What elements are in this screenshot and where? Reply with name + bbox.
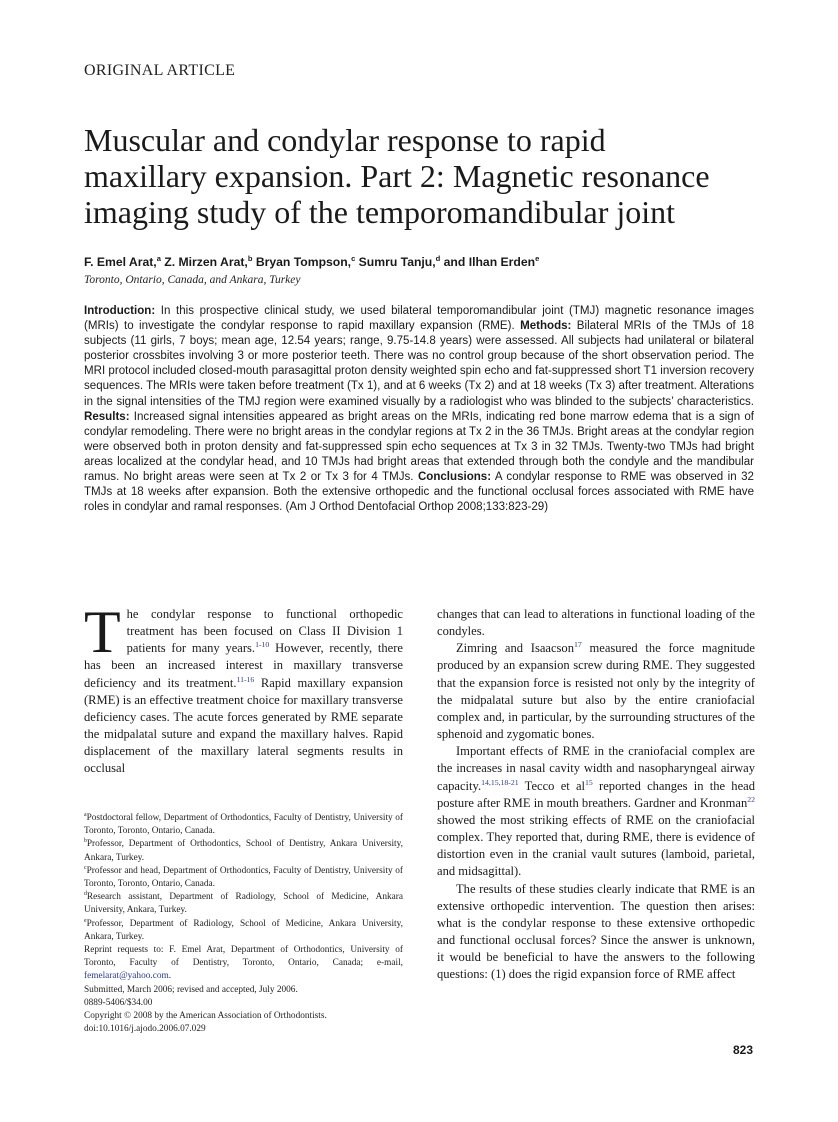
paragraph-text: However, recently, there has been an increased interest in maxillary transverse deficiency and its treatment. bbox=[84, 641, 403, 690]
paragraph-text: measured the force magnitude produced by an expansion screw during RME. They suggested that the expansion force is resisted not only by the integrity of the midpalatal suture but also by the entire craniofacial complex and, in particular, by the surrounding structures of the sphenoid and zygomatic bones. bbox=[437, 641, 755, 742]
body-column-right bbox=[437, 606, 755, 983]
body-paragraph: The results of these studies clearly indicate that RME is an extensive orthopedic intervention. The question then arises: what is the condylar response to these extensive orthopedic and functional occlusal forces? Since the answer is unknown, it would be beneficial to have the answers to the following questions: (1) does the rigid expansion force of RME affect bbox=[437, 881, 755, 982]
abstract-conclusions-text: A condylar response to RME was observed in 32 TMJs at 18 weeks after expansion. Both the extensive orthopedic and the functional occlusal forces associated with RME have roles in condylar and ramal responses. (Am J Orthod Dentofacial Orthop 2008;133:823-29) bbox=[84, 471, 754, 514]
title-line-2: maxillary expansion. Part 2: Magnetic resonance bbox=[84, 158, 710, 194]
page-number: 823 bbox=[733, 1043, 754, 1057]
abstract-methods-label: Methods: bbox=[520, 320, 572, 333]
footnote-marker: c bbox=[84, 864, 87, 871]
affiliation-marker: a bbox=[156, 253, 161, 263]
citation-link[interactable]: 15 bbox=[585, 777, 593, 787]
citation-link[interactable]: 17 bbox=[573, 640, 582, 650]
author-name: Bryan Tompson, bbox=[252, 255, 352, 269]
abstract-methods-text: Bilateral MRIs of the TMJs of 18 subjects (11 girls, 7 boys; mean age, 12.54 years; range, 9.75-14.8 years) were assessed. All subjects had unilateral or bilateral posterior crossbites involving 3 or more posterior teeth. There was no control group because of the short observation period. The MRI protocol included closed-mouth parasagittal proton density weighted spin echo and fat-suppressed short T1 inversion recovery sequences. The MRIs were taken before treatment (Tx 1), and at 6 weeks (Tx 2) and at 18 weeks (Tx 3) after treatment. Alterations in the signal intensities of the TMJ region were examined visually by a radiologist who was blinded to the subjects’ characteristics. bbox=[84, 320, 754, 408]
footnote-marker: d bbox=[84, 891, 87, 898]
abstract-conclusions-label: Conclusions: bbox=[417, 471, 492, 484]
footnote-text: Postdoctoral fellow, Department of Orthodontics, Faculty of Dentistry, University of Toronto, Toronto, Ontario, Canada. bbox=[84, 813, 403, 837]
author-name: Sumru Tanju, bbox=[355, 255, 436, 269]
paragraph-text: Important effects of RME in the craniofacial complex are the increases in nasal cavity width and nasopharyngeal airway capacity. bbox=[437, 744, 755, 793]
issn: 0889-5406/$34.00 bbox=[84, 997, 153, 1008]
footnotes bbox=[84, 812, 403, 1036]
reprint-request bbox=[84, 944, 403, 984]
body-paragraph bbox=[84, 599, 403, 778]
paragraph-text: showed the most striking effects of RME on the craniofacial complex. They reported that, during RME, there is evidence of distortion even in the cranial vault sutures (lamboid, parietal, and midsagittal). bbox=[437, 812, 755, 879]
footnote-text: Professor and head, Department of Orthodontics, Faculty of Dentistry, University of Toronto, Toronto, Ontario, Canada. bbox=[84, 865, 403, 890]
paragraph-text: reported changes in the head posture after RME in mouth breathers. Gardner and Kronman bbox=[437, 778, 755, 810]
body-paragraph bbox=[437, 743, 755, 880]
abstract-intro-label: Introduction: bbox=[84, 305, 156, 317]
affiliation-marker: d bbox=[435, 253, 441, 263]
citation-link[interactable]: 14,15,18-21 bbox=[481, 777, 519, 787]
footnote bbox=[84, 865, 403, 891]
author-name: and Ilhan Erden bbox=[440, 255, 536, 269]
article-title bbox=[84, 122, 764, 230]
footnote-text: Professor, Department of Orthodontics, School of Dentistry, Ankara University, Ankara, Turkey. bbox=[84, 839, 403, 863]
affiliation-marker: e bbox=[535, 253, 540, 263]
body-paragraph: changes that can lead to alterations in functional loading of the condyles. bbox=[437, 607, 755, 639]
body-column-left bbox=[84, 599, 403, 778]
author-location: Toronto, Ontario, Canada, and Ankara, Turkey bbox=[84, 274, 301, 286]
citation-link[interactable]: 11-16 bbox=[236, 674, 255, 684]
paragraph-text: he condylar response to functional orthopedic treatment has been focused on Class II Division 1 patients for many years. bbox=[126, 607, 403, 656]
footnote bbox=[84, 918, 403, 944]
abstract-results-label: Results: bbox=[84, 410, 130, 423]
author-name: Z. Mirzen Arat, bbox=[160, 255, 248, 269]
abstract-results-text: Increased signal intensities appeared as bright areas on the MRIs, indicating red bone marrow edema that is a sign of condylar remodeling. There were no bright areas in the condylar regions at Tx 2 in the 36 TMJs. Bright areas at the condylar region were observed both in proton density and fat-suppressed spin echo sequences at Tx 3 in 32 TMJs. Twenty-two TMJs had bright areas localized at the condylar head, and 10 TMJs had bright areas that extended through both the condyle and the mandibular ramus. No bright areas were seen at Tx 2 or Tx 3 for 4 TMJs. bbox=[84, 410, 754, 484]
affiliation-marker: c bbox=[351, 253, 356, 263]
paragraph-text: Tecco et al bbox=[518, 778, 586, 793]
footnote-marker: b bbox=[84, 838, 87, 845]
copyright: Copyright © 2008 by the American Association of Orthodontists. bbox=[84, 1011, 327, 1022]
title-line-1: Muscular and condylar response to rapid bbox=[84, 122, 606, 158]
footnote-marker: e bbox=[84, 917, 87, 924]
submission-dates: Submitted, March 2006; revised and accepted, July 2006. bbox=[84, 984, 298, 995]
reprint-text: . bbox=[168, 971, 172, 982]
email-link[interactable]: femelarat@yahoo.com bbox=[84, 971, 169, 982]
citation-link[interactable]: 22 bbox=[747, 794, 755, 804]
footnote-text: Professor, Department of Radiology, School of Medicine, Ankara University, Ankara, Turkey. bbox=[84, 918, 403, 942]
author-name: F. Emel Arat, bbox=[84, 255, 157, 269]
body-paragraph bbox=[437, 640, 755, 743]
footnote-text: Research assistant, Department of Radiology, School of Medicine, Ankara University, Ankara, Turkey. bbox=[84, 892, 403, 916]
citation-link[interactable]: 1-10 bbox=[255, 640, 270, 650]
doi: doi:10.1016/j.ajodo.2006.07.029 bbox=[84, 1024, 206, 1035]
footnote-marker: a bbox=[84, 811, 87, 818]
abstract bbox=[84, 304, 754, 515]
drop-cap: T bbox=[84, 599, 121, 665]
footnote bbox=[84, 891, 403, 917]
paragraph-text: Rapid maxillary expansion (RME) is an effective treatment choice for maxillary transverse deficiency cases. The acute forces generated by RME separate the midpalatal suture and expand the maxillary halves. Rapid displacement of the maxillary lateral segments results in occlusal bbox=[84, 675, 403, 776]
title-line-3: imaging study of the temporomandibular joint bbox=[84, 194, 676, 230]
affiliation-marker: b bbox=[247, 253, 253, 263]
paragraph-text: Zimring and Isaacson bbox=[456, 641, 574, 656]
author-list bbox=[84, 255, 764, 269]
footnote bbox=[84, 838, 403, 864]
abstract-intro-text: In this prospective clinical study, we used bilateral temporomandibular joint (TMJ) magnetic resonance images (MRIs) to investigate the condylar response to rapid maxillary expansion (RME). bbox=[84, 305, 754, 333]
reprint-text: Reprint requests to: F. Emel Arat, Department of Orthodontics, University of Toronto, Faculty of Dentistry, Toronto, Ontario, Canada; e-mail, bbox=[84, 945, 403, 969]
footnote bbox=[84, 812, 403, 838]
section-label: ORIGINAL ARTICLE bbox=[84, 62, 236, 79]
